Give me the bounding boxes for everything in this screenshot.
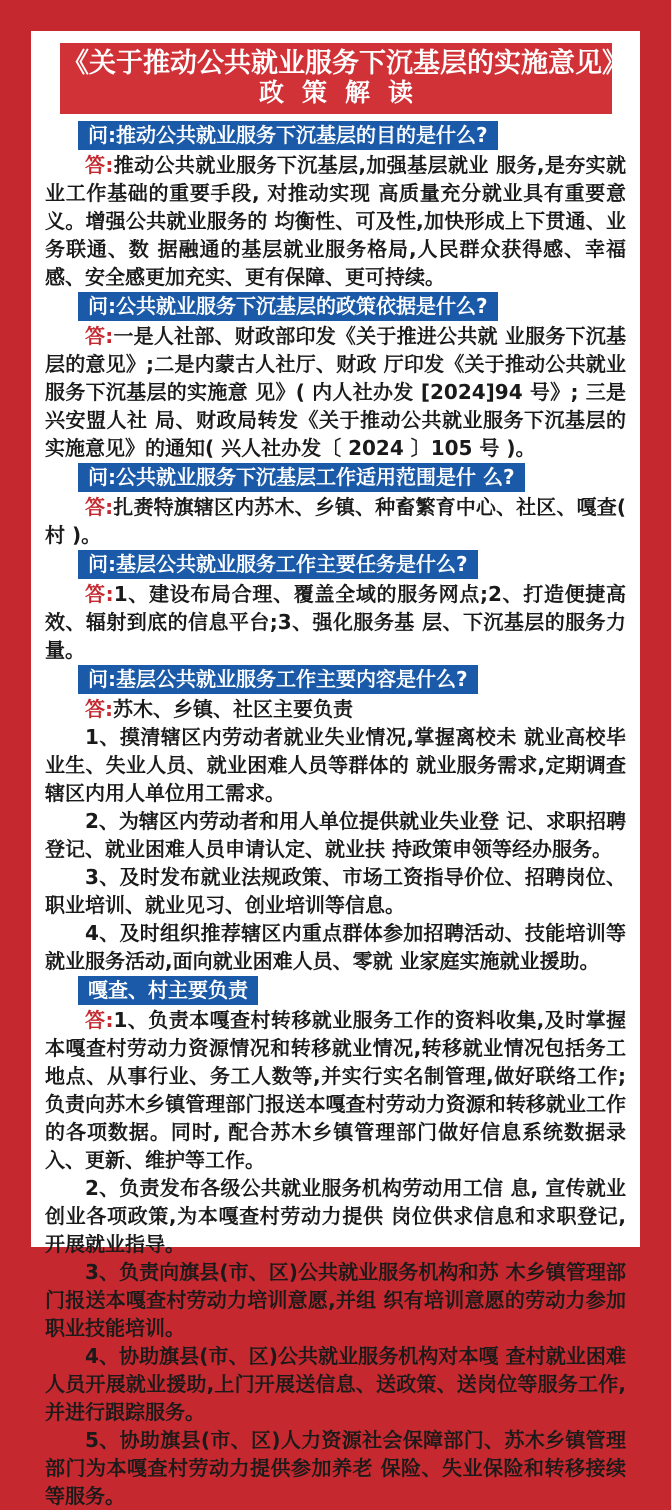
answer-text: 推动公共就业服务下沉基层,加强基层就业 服务,是夯实就业工作基础的重要手段, 对推动实现 高质量充分就业具有重要意义。增强公共就业服务的 均衡性、可及性,加快形成上下贯通、业务联通、数 据融通的基层就业服务格局,人民群众获得感、幸福 感、安全感更加充实、更有保障、更可持续。 bbox=[45, 153, 626, 289]
gacha-badge: 嘎查、村主要负责 bbox=[78, 976, 258, 1005]
title-banner bbox=[60, 43, 629, 114]
answer-text: 一是人社部、财政部印发《关于推进公共就 业服务下沉基层的意见》;二是内蒙古人社厅、财政 厅印发《关于推动公共就业服务下沉基层的实施意 见》( 内人社办发 [2024]94 号》; 三是兴安盟人社 局、财政局转发《关于推动公共就业服务下沉基层的 实施意见》的通知( 兴人社办发〔 2024 〕105 号 )。 bbox=[45, 324, 627, 460]
answer-prefix: 答: bbox=[85, 1008, 114, 1032]
sumu-duty-3: 3、及时发布就业法规政策、市场工资指导价位、招聘岗位、职业培训、就业见习、创业培训等信息。 bbox=[45, 865, 626, 917]
answer-prefix: 答: bbox=[85, 582, 114, 606]
answer-text: 1、负责本嘎查村转移就业服务工作的资料收集,及时掌握本嘎查村劳动力资源情况和转移就业情况,转移就业情况包括务工地点、从事行业、务工人数等,并实行实名制管理,做好联络工作;负责向苏木乡镇管理部门报送本嘎查村劳动力资源和转移就业工作的各项数据。同时, 配合苏木乡镇管理部门做好信息系统数据录入、更新、维护等工作。 bbox=[45, 1008, 627, 1172]
gacha-duty-3: 3、负责向旗县(市、区)公共就业服务机构和苏 木乡镇管理部门报送本嘎查村劳动力培训意愿,并组 织有培训意愿的劳动力参加职业技能培训。 bbox=[45, 1260, 626, 1340]
gacha-duty-2: 2、负责发布各级公共就业服务机构劳动用工信 息, 宣传就业创业各项政策,为本嘎查村劳动力提供 岗位供求信息和求职登记,开展就业指导。 bbox=[45, 1176, 626, 1256]
gacha-duty-5: 5、协助旗县(市、区)人力资源社会保障部门、苏木乡镇管理部门为本嘎查村劳动力提供参加养老 保险、失业保险和转移接续等服务。 bbox=[45, 1428, 626, 1508]
content-panel bbox=[31, 31, 640, 1508]
answer-prefix: 答: bbox=[85, 697, 113, 721]
answer-3 bbox=[45, 493, 626, 549]
poster-title: 《关于推动公共就业服务下沉基层的实施意见》 bbox=[62, 48, 629, 79]
gacha-duty-1 bbox=[45, 1006, 626, 1174]
sumu-duty-2: 2、为辖区内劳动者和用人单位提供就业失业登 记、求职招聘登记、就业困难人员申请认定、就业扶 持政策申领等经办服务。 bbox=[45, 809, 626, 861]
answer-text: 苏木、乡镇、社区主要负责 bbox=[113, 697, 353, 721]
sumu-duty-4: 4、及时组织推荐辖区内重点群体参加招聘活动、技能培训等就业服务活动,面向就业困难人员、零就 业家庭实施就业援助。 bbox=[45, 921, 626, 973]
answer-prefix: 答: bbox=[85, 324, 114, 348]
answer-5-intro bbox=[45, 695, 626, 723]
sumu-duty-1: 1、摸清辖区内劳动者就业失业情况,掌握离校未 就业高校毕业生、失业人员、就业困难人员等群体的 就业服务需求,定期调查辖区内用人单位用工需求。 bbox=[45, 725, 626, 805]
question-bar-2: 问:公共就业服务下沉基层的政策依据是什么? bbox=[78, 292, 498, 321]
answer-text: 扎赉特旗辖区内苏木、乡镇、种畜繁育中心、社区、嘎查( 村 )。 bbox=[45, 495, 627, 547]
answer-4 bbox=[45, 580, 626, 664]
poster-subtitle: 政策解读 bbox=[258, 78, 431, 107]
question-bar-1: 问:推动公共就业服务下沉基层的目的是什么? bbox=[78, 121, 498, 150]
question-bar-4: 问:基层公共就业服务工作主要任务是什么? bbox=[78, 550, 478, 579]
question-bar-3: 问:公共就业服务下沉基层工作适用范围是什 么? bbox=[78, 463, 525, 492]
answer-prefix: 答: bbox=[85, 153, 114, 177]
gacha-duty-4: 4、协助旗县(市、区)公共就业服务机构对本嘎 查村就业困难人员开展就业援助,上门开展送信息、送政策、送岗位等服务工作,并进行跟踪服务。 bbox=[45, 1344, 626, 1424]
answer-1 bbox=[45, 151, 626, 291]
question-bar-5: 问:基层公共就业服务工作主要内容是什么? bbox=[78, 665, 478, 694]
answer-prefix: 答: bbox=[85, 495, 114, 519]
answer-text: 1、建设布局合理、覆盖全域的服务网点;2、打造便捷高效、辐射到底的信息平台;3、强化服务基 层、下沉基层的服务力量。 bbox=[45, 582, 626, 662]
answer-2 bbox=[45, 322, 626, 462]
